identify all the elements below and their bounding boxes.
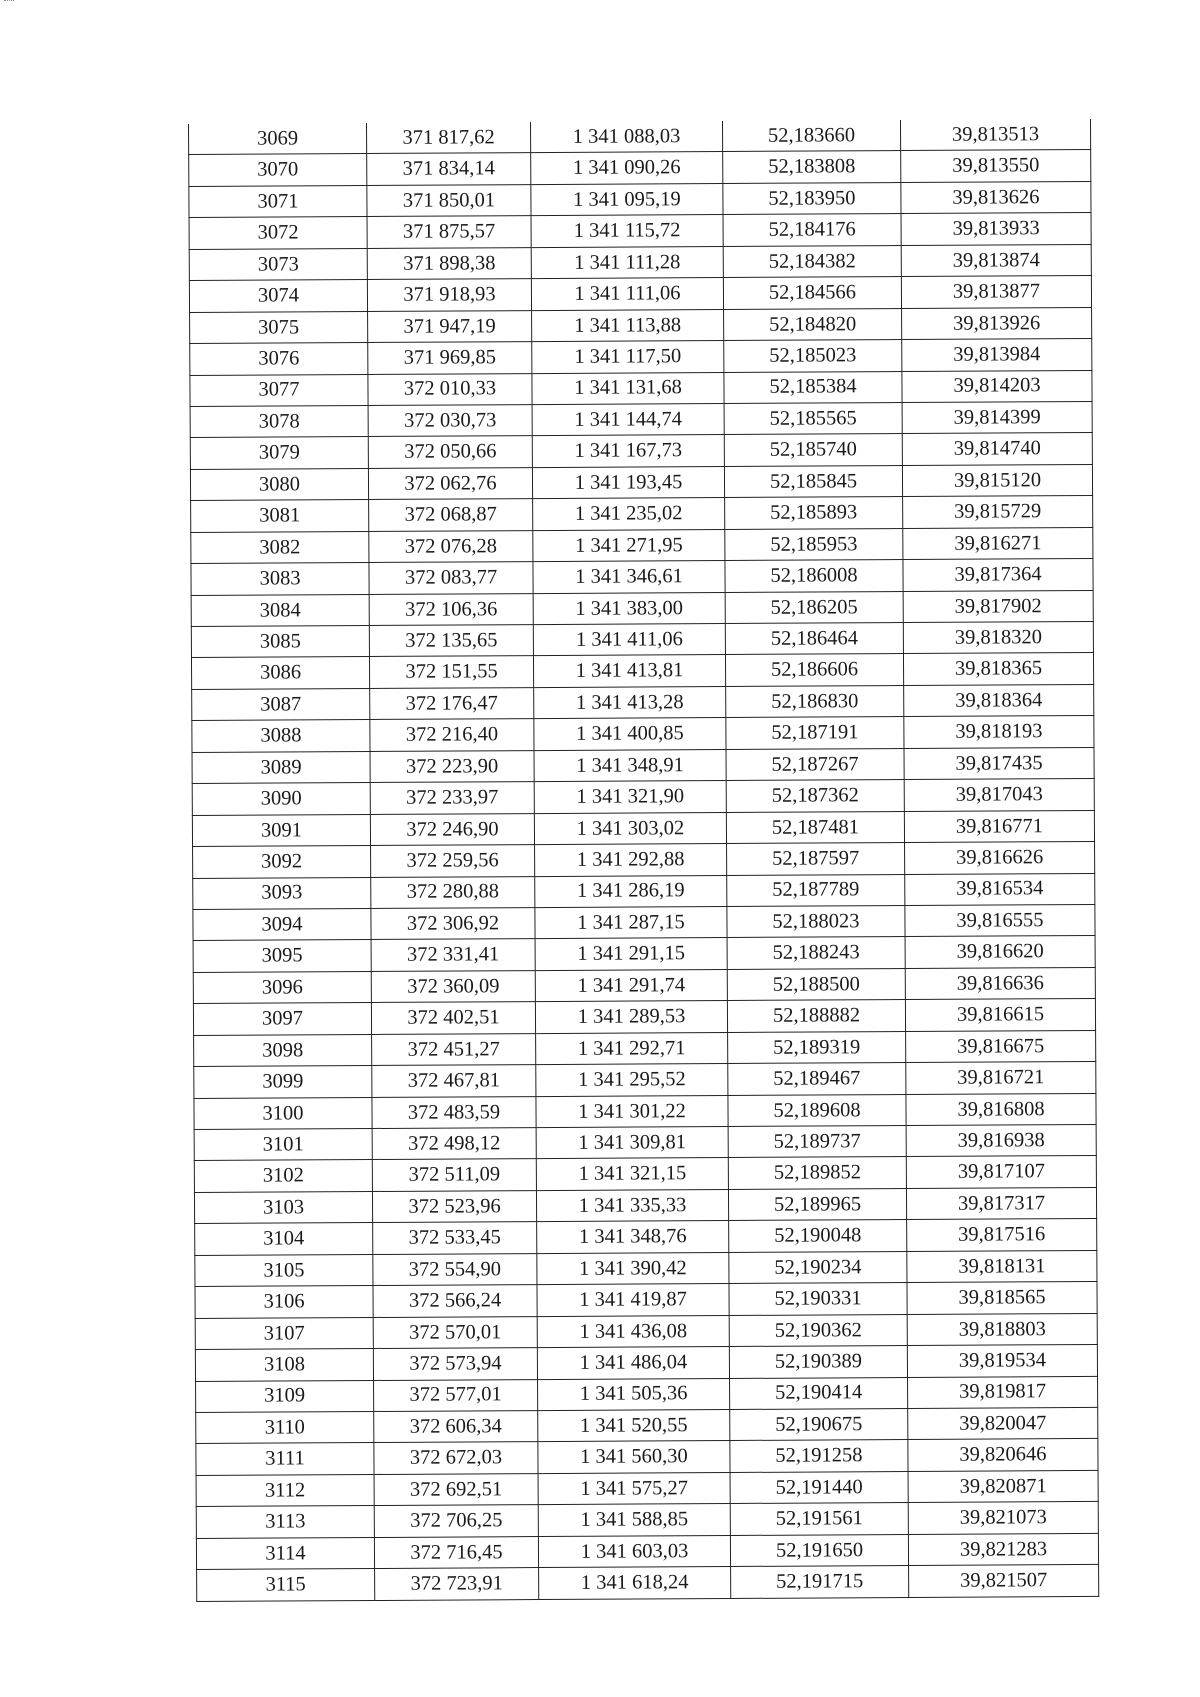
y-coordinate-cell: 1 341 113,88 <box>532 309 724 342</box>
longitude-cell: 39,817516 <box>907 1219 1097 1251</box>
y-coordinate-cell: 1 341 321,90 <box>534 781 726 814</box>
table-row <box>195 1282 1097 1318</box>
point-number-cell: 3114 <box>196 1537 374 1569</box>
point-number-cell: 3112 <box>196 1474 374 1506</box>
latitude-cell: 52,189319 <box>728 1031 906 1063</box>
point-number-cell: 3087 <box>192 688 370 720</box>
point-number-cell: 3092 <box>193 846 371 878</box>
table-row <box>194 1124 1096 1160</box>
table-row <box>194 1030 1096 1066</box>
x-coordinate-cell: 372 010,33 <box>368 373 532 405</box>
latitude-cell: 52,186830 <box>726 685 904 717</box>
table-row <box>189 244 1091 280</box>
latitude-cell: 52,187597 <box>727 843 905 875</box>
y-coordinate-cell: 1 341 289,53 <box>535 1001 727 1034</box>
point-number-cell: 3078 <box>190 405 368 437</box>
longitude-cell: 39,816626 <box>905 842 1095 874</box>
y-coordinate-cell: 1 341 588,85 <box>538 1504 730 1537</box>
longitude-cell: 39,820047 <box>908 1407 1098 1439</box>
x-coordinate-cell: 372 280,88 <box>371 876 535 908</box>
y-coordinate-cell: 1 341 292,88 <box>535 844 727 877</box>
y-coordinate-cell: 1 341 411,06 <box>533 624 725 657</box>
y-coordinate-cell: 1 341 486,04 <box>537 1347 729 1380</box>
y-coordinate-cell: 1 341 271,95 <box>533 529 725 562</box>
latitude-cell: 52,188023 <box>727 905 905 937</box>
latitude-cell: 52,183950 <box>723 182 901 214</box>
x-coordinate-cell: 372 566,24 <box>373 1285 537 1317</box>
latitude-cell: 52,187789 <box>727 874 905 906</box>
latitude-cell: 52,191440 <box>730 1471 908 1503</box>
table-row <box>191 559 1093 595</box>
longitude-cell: 39,818803 <box>907 1313 1097 1345</box>
longitude-cell: 39,816534 <box>905 873 1095 905</box>
x-coordinate-cell: 372 246,90 <box>370 813 534 845</box>
latitude-cell: 52,185023 <box>724 340 902 372</box>
x-coordinate-cell: 371 817,62 <box>366 122 530 154</box>
point-number-cell: 3075 <box>190 311 368 343</box>
table-row <box>194 1093 1096 1129</box>
x-coordinate-cell: 372 135,65 <box>369 625 533 657</box>
y-coordinate-cell: 1 341 303,02 <box>534 812 726 845</box>
longitude-cell: 39,815120 <box>902 464 1092 496</box>
point-number-cell: 3083 <box>191 563 369 595</box>
x-coordinate-cell: 372 573,94 <box>373 1348 537 1380</box>
y-coordinate-cell: 1 341 286,19 <box>535 875 727 908</box>
x-coordinate-cell: 372 706,25 <box>374 1505 538 1537</box>
point-number-cell: 3073 <box>189 248 367 280</box>
y-coordinate-cell: 1 341 291,15 <box>535 938 727 971</box>
y-coordinate-cell: 1 341 287,15 <box>535 906 727 939</box>
table-row <box>191 653 1093 689</box>
point-number-cell: 3070 <box>189 154 367 186</box>
longitude-cell: 39,818131 <box>907 1250 1097 1282</box>
longitude-cell: 39,821507 <box>909 1565 1099 1597</box>
table-row <box>188 119 1090 155</box>
y-coordinate-cell: 1 341 167,73 <box>532 435 724 468</box>
point-number-cell: 3077 <box>190 374 368 406</box>
latitude-cell: 52,188500 <box>727 968 905 1000</box>
point-number-cell: 3101 <box>194 1128 372 1160</box>
point-number-cell: 3110 <box>196 1411 374 1443</box>
x-coordinate-cell: 371 969,85 <box>368 342 532 374</box>
x-coordinate-cell: 372 030,73 <box>368 405 532 437</box>
longitude-cell: 39,817435 <box>904 747 1094 779</box>
x-coordinate-cell: 372 306,92 <box>371 908 535 940</box>
longitude-cell: 39,816271 <box>903 527 1093 559</box>
x-coordinate-cell: 372 360,09 <box>371 970 535 1002</box>
y-coordinate-cell: 1 341 400,85 <box>534 718 726 751</box>
table-row <box>192 684 1094 720</box>
longitude-cell: 39,816636 <box>905 967 1095 999</box>
latitude-cell: 52,187191 <box>726 717 904 749</box>
y-coordinate-cell: 1 341 295,52 <box>536 1064 728 1097</box>
table-row <box>196 1470 1098 1506</box>
point-number-cell: 3096 <box>193 971 371 1003</box>
y-coordinate-cell: 1 341 144,74 <box>532 403 724 436</box>
y-coordinate-cell: 1 341 115,72 <box>531 215 723 248</box>
x-coordinate-cell: 372 692,51 <box>374 1473 538 1505</box>
longitude-cell: 39,814203 <box>902 370 1092 402</box>
y-coordinate-cell: 1 341 603,03 <box>538 1535 730 1568</box>
point-number-cell: 3104 <box>195 1223 373 1255</box>
table-row <box>195 1250 1097 1286</box>
table-row <box>189 276 1091 312</box>
longitude-cell: 39,816555 <box>905 904 1095 936</box>
point-number-cell: 3074 <box>189 280 367 312</box>
point-number-cell: 3102 <box>194 1160 372 1192</box>
longitude-cell: 39,816721 <box>906 1062 1096 1094</box>
x-coordinate-cell: 372 223,90 <box>370 750 534 782</box>
latitude-cell: 52,183660 <box>722 120 900 152</box>
y-coordinate-cell: 1 341 301,22 <box>536 1095 728 1128</box>
point-number-cell: 3072 <box>189 217 367 249</box>
y-coordinate-cell: 1 341 348,76 <box>537 1221 729 1254</box>
point-number-cell: 3071 <box>189 185 367 217</box>
x-coordinate-cell: 372 498,12 <box>372 1128 536 1160</box>
longitude-cell: 39,817043 <box>904 779 1094 811</box>
point-number-cell: 3100 <box>194 1097 372 1129</box>
x-coordinate-cell: 372 554,90 <box>373 1253 537 1285</box>
longitude-cell: 39,814399 <box>902 401 1092 433</box>
table-row <box>193 999 1095 1035</box>
latitude-cell: 52,190389 <box>729 1346 907 1378</box>
x-coordinate-cell: 372 233,97 <box>370 782 534 814</box>
y-coordinate-cell: 1 341 505,36 <box>538 1378 730 1411</box>
latitude-cell: 52,186205 <box>725 591 903 623</box>
table-row <box>191 590 1093 626</box>
x-coordinate-cell: 371 834,14 <box>367 153 531 185</box>
latitude-cell: 52,190414 <box>730 1377 908 1409</box>
point-number-cell: 3069 <box>188 123 366 155</box>
y-coordinate-cell: 1 341 413,28 <box>534 686 726 719</box>
x-coordinate-cell: 372 716,45 <box>374 1536 538 1568</box>
longitude-cell: 39,816771 <box>904 810 1094 842</box>
longitude-cell: 39,818565 <box>907 1282 1097 1314</box>
latitude-cell: 52,186464 <box>725 623 903 655</box>
y-coordinate-cell: 1 341 309,81 <box>536 1126 728 1159</box>
longitude-cell: 39,816615 <box>905 999 1095 1031</box>
table-row <box>191 496 1093 532</box>
point-number-cell: 3095 <box>193 940 371 972</box>
point-number-cell: 3109 <box>196 1380 374 1412</box>
x-coordinate-cell: 372 467,81 <box>372 1065 536 1097</box>
table-row <box>191 527 1093 563</box>
table-row <box>193 904 1095 940</box>
longitude-cell: 39,818365 <box>903 653 1093 685</box>
table-row <box>192 810 1094 846</box>
x-coordinate-cell: 371 898,38 <box>367 247 531 279</box>
latitude-cell: 52,183808 <box>723 151 901 183</box>
longitude-cell: 39,817364 <box>903 559 1093 591</box>
latitude-cell: 52,185893 <box>725 497 903 529</box>
y-coordinate-cell: 1 341 335,33 <box>536 1189 728 1222</box>
latitude-cell: 52,189852 <box>728 1157 906 1189</box>
longitude-cell: 39,813550 <box>901 150 1091 182</box>
point-number-cell: 3106 <box>195 1286 373 1318</box>
x-coordinate-cell: 372 606,34 <box>374 1411 538 1443</box>
point-number-cell: 3093 <box>193 877 371 909</box>
point-number-cell: 3108 <box>195 1349 373 1381</box>
longitude-cell: 39,820871 <box>908 1470 1098 1502</box>
point-number-cell: 3080 <box>190 468 368 500</box>
x-coordinate-cell: 372 062,76 <box>368 467 532 499</box>
latitude-cell: 52,189467 <box>728 1063 906 1095</box>
point-number-cell: 3088 <box>192 720 370 752</box>
latitude-cell: 52,187362 <box>726 780 904 812</box>
table-row <box>189 213 1091 249</box>
y-coordinate-cell: 1 341 090,26 <box>531 152 723 185</box>
y-coordinate-cell: 1 341 235,02 <box>533 498 725 531</box>
point-number-cell: 3115 <box>197 1569 375 1601</box>
y-coordinate-cell: 1 341 291,74 <box>535 969 727 1002</box>
table-row <box>196 1376 1098 1412</box>
point-number-cell: 3085 <box>191 625 369 657</box>
table-row <box>195 1219 1097 1255</box>
latitude-cell: 52,188882 <box>727 1000 905 1032</box>
table-row <box>194 1187 1096 1223</box>
table-row <box>196 1502 1098 1538</box>
longitude-cell: 39,813926 <box>902 307 1092 339</box>
latitude-cell: 52,187481 <box>726 811 904 843</box>
y-coordinate-cell: 1 341 383,00 <box>533 592 725 625</box>
latitude-cell: 52,184382 <box>723 245 901 277</box>
longitude-cell: 39,814740 <box>902 433 1092 465</box>
y-coordinate-cell: 1 341 346,61 <box>533 561 725 594</box>
latitude-cell: 52,184176 <box>723 214 901 246</box>
y-coordinate-cell: 1 341 321,15 <box>536 1158 728 1191</box>
table-row <box>193 842 1095 878</box>
longitude-cell: 39,819817 <box>908 1376 1098 1408</box>
y-coordinate-cell: 1 341 560,30 <box>538 1441 730 1474</box>
x-coordinate-cell: 372 076,28 <box>369 530 533 562</box>
table-row <box>190 464 1092 500</box>
y-coordinate-cell: 1 341 193,45 <box>532 466 724 499</box>
table-row <box>190 433 1092 469</box>
x-coordinate-cell: 372 402,51 <box>371 1002 535 1034</box>
latitude-cell: 52,191258 <box>730 1440 908 1472</box>
latitude-cell: 52,187267 <box>726 748 904 780</box>
longitude-cell: 39,821283 <box>908 1533 1098 1565</box>
latitude-cell: 52,191715 <box>731 1566 909 1598</box>
table-row <box>189 150 1091 186</box>
x-coordinate-cell: 372 672,03 <box>374 1442 538 1474</box>
x-coordinate-cell: 371 918,93 <box>367 279 531 311</box>
latitude-cell: 52,190331 <box>729 1283 907 1315</box>
table-row <box>197 1565 1099 1601</box>
point-number-cell: 3091 <box>192 814 370 846</box>
point-number-cell: 3094 <box>193 908 371 940</box>
table-row <box>193 936 1095 972</box>
latitude-cell: 52,189737 <box>728 1126 906 1158</box>
table-row <box>193 967 1095 1003</box>
y-coordinate-cell: 1 341 292,71 <box>536 1032 728 1065</box>
longitude-cell: 39,821073 <box>908 1502 1098 1534</box>
x-coordinate-cell: 371 947,19 <box>368 310 532 342</box>
point-number-cell: 3098 <box>194 1034 372 1066</box>
longitude-cell: 39,813513 <box>900 119 1090 151</box>
x-coordinate-cell: 372 723,91 <box>375 1568 539 1600</box>
point-number-cell: 3111 <box>196 1443 374 1475</box>
latitude-cell: 52,189965 <box>728 1188 906 1220</box>
point-number-cell: 3099 <box>194 1066 372 1098</box>
coordinates-table-body <box>188 119 1098 1601</box>
table-row <box>196 1439 1098 1475</box>
point-number-cell: 3082 <box>191 531 369 563</box>
table-row <box>190 370 1092 406</box>
table-row <box>194 1156 1096 1192</box>
y-coordinate-cell: 1 341 419,87 <box>537 1284 729 1317</box>
point-number-cell: 3103 <box>194 1191 372 1223</box>
longitude-cell: 39,818320 <box>903 621 1093 653</box>
x-coordinate-cell: 372 083,77 <box>369 562 533 594</box>
table-row <box>192 747 1094 783</box>
point-number-cell: 3076 <box>190 343 368 375</box>
x-coordinate-cell: 372 451,27 <box>372 1033 536 1065</box>
x-coordinate-cell: 372 523,96 <box>372 1190 536 1222</box>
x-coordinate-cell: 372 577,01 <box>374 1379 538 1411</box>
latitude-cell: 52,186008 <box>725 560 903 592</box>
longitude-cell: 39,818364 <box>904 684 1094 716</box>
longitude-cell: 39,819534 <box>907 1345 1097 1377</box>
longitude-cell: 39,813933 <box>901 213 1091 245</box>
point-number-cell: 3089 <box>192 751 370 783</box>
x-coordinate-cell: 372 331,41 <box>371 939 535 971</box>
y-coordinate-cell: 1 341 390,42 <box>537 1252 729 1285</box>
longitude-cell: 39,816675 <box>906 1030 1096 1062</box>
table-row <box>195 1313 1097 1349</box>
table-row <box>194 1062 1096 1098</box>
x-coordinate-cell: 372 259,56 <box>371 845 535 877</box>
latitude-cell: 52,186606 <box>725 654 903 686</box>
y-coordinate-cell: 1 341 095,19 <box>531 183 723 216</box>
longitude-cell: 39,813626 <box>901 181 1091 213</box>
y-coordinate-cell: 1 341 088,03 <box>530 121 722 153</box>
latitude-cell: 52,190675 <box>730 1408 908 1440</box>
y-coordinate-cell: 1 341 618,24 <box>539 1567 731 1600</box>
longitude-cell: 39,813874 <box>901 244 1091 276</box>
x-coordinate-cell: 372 068,87 <box>369 499 533 531</box>
x-coordinate-cell: 372 570,01 <box>373 1316 537 1348</box>
table-row <box>192 779 1094 815</box>
longitude-cell: 39,817902 <box>903 590 1093 622</box>
x-coordinate-cell: 372 176,47 <box>370 687 534 719</box>
table-row <box>190 339 1092 375</box>
latitude-cell: 52,191650 <box>730 1534 908 1566</box>
latitude-cell: 52,191561 <box>730 1503 908 1535</box>
longitude-cell: 39,813877 <box>901 276 1091 308</box>
latitude-cell: 52,185845 <box>724 465 902 497</box>
table-row <box>190 401 1092 437</box>
longitude-cell: 39,815729 <box>903 496 1093 528</box>
x-coordinate-cell: 372 050,66 <box>368 436 532 468</box>
table-row <box>191 621 1093 657</box>
x-coordinate-cell: 372 511,09 <box>372 1159 536 1191</box>
latitude-cell: 52,184820 <box>724 308 902 340</box>
latitude-cell: 52,185384 <box>724 371 902 403</box>
point-number-cell: 3107 <box>195 1317 373 1349</box>
point-number-cell: 3113 <box>196 1506 374 1538</box>
latitude-cell: 52,185565 <box>724 402 902 434</box>
y-coordinate-cell: 1 341 131,68 <box>532 372 724 405</box>
table-row <box>196 1533 1098 1569</box>
x-coordinate-cell: 371 875,57 <box>367 216 531 248</box>
y-coordinate-cell: 1 341 413,81 <box>533 655 725 688</box>
latitude-cell: 52,185953 <box>725 528 903 560</box>
table-row <box>190 307 1092 343</box>
x-coordinate-cell: 372 216,40 <box>370 719 534 751</box>
longitude-cell: 39,816808 <box>906 1093 1096 1125</box>
longitude-cell: 39,817317 <box>906 1187 1096 1219</box>
longitude-cell: 39,820646 <box>908 1439 1098 1471</box>
point-number-cell: 3086 <box>191 657 369 689</box>
latitude-cell: 52,190048 <box>729 1220 907 1252</box>
point-number-cell: 3081 <box>191 500 369 532</box>
latitude-cell: 52,184566 <box>723 277 901 309</box>
latitude-cell: 52,190234 <box>729 1251 907 1283</box>
y-coordinate-cell: 1 341 520,55 <box>538 1409 730 1442</box>
longitude-cell: 39,813984 <box>902 339 1092 371</box>
point-number-cell: 3090 <box>192 783 370 815</box>
point-number-cell: 3097 <box>193 1003 371 1035</box>
longitude-cell: 39,816620 <box>905 936 1095 968</box>
coordinates-table <box>188 119 1099 1602</box>
y-coordinate-cell: 1 341 436,08 <box>537 1315 729 1348</box>
point-number-cell: 3105 <box>195 1254 373 1286</box>
x-coordinate-cell: 372 151,55 <box>369 656 533 688</box>
x-coordinate-cell: 372 533,45 <box>373 1222 537 1254</box>
point-number-cell: 3079 <box>190 437 368 469</box>
longitude-cell: 39,818193 <box>904 716 1094 748</box>
y-coordinate-cell: 1 341 117,50 <box>532 341 724 374</box>
table-row <box>193 873 1095 909</box>
x-coordinate-cell: 371 850,01 <box>367 184 531 216</box>
x-coordinate-cell: 372 483,59 <box>372 1096 536 1128</box>
y-coordinate-cell: 1 341 348,91 <box>534 749 726 782</box>
latitude-cell: 52,190362 <box>729 1314 907 1346</box>
x-coordinate-cell: 372 106,36 <box>369 593 533 625</box>
table-row <box>192 716 1094 752</box>
y-coordinate-cell: 1 341 111,28 <box>531 246 723 279</box>
y-coordinate-cell: 1 341 111,06 <box>531 278 723 311</box>
latitude-cell: 52,188243 <box>727 937 905 969</box>
latitude-cell: 52,185740 <box>724 434 902 466</box>
table-row <box>195 1345 1097 1381</box>
scan-artifact <box>4 0 14 5</box>
longitude-cell: 39,816938 <box>906 1124 1096 1156</box>
y-coordinate-cell: 1 341 575,27 <box>538 1472 730 1505</box>
table-row <box>196 1407 1098 1443</box>
table-row <box>189 181 1091 217</box>
point-number-cell: 3084 <box>191 594 369 626</box>
longitude-cell: 39,817107 <box>906 1156 1096 1188</box>
latitude-cell: 52,189608 <box>728 1094 906 1126</box>
